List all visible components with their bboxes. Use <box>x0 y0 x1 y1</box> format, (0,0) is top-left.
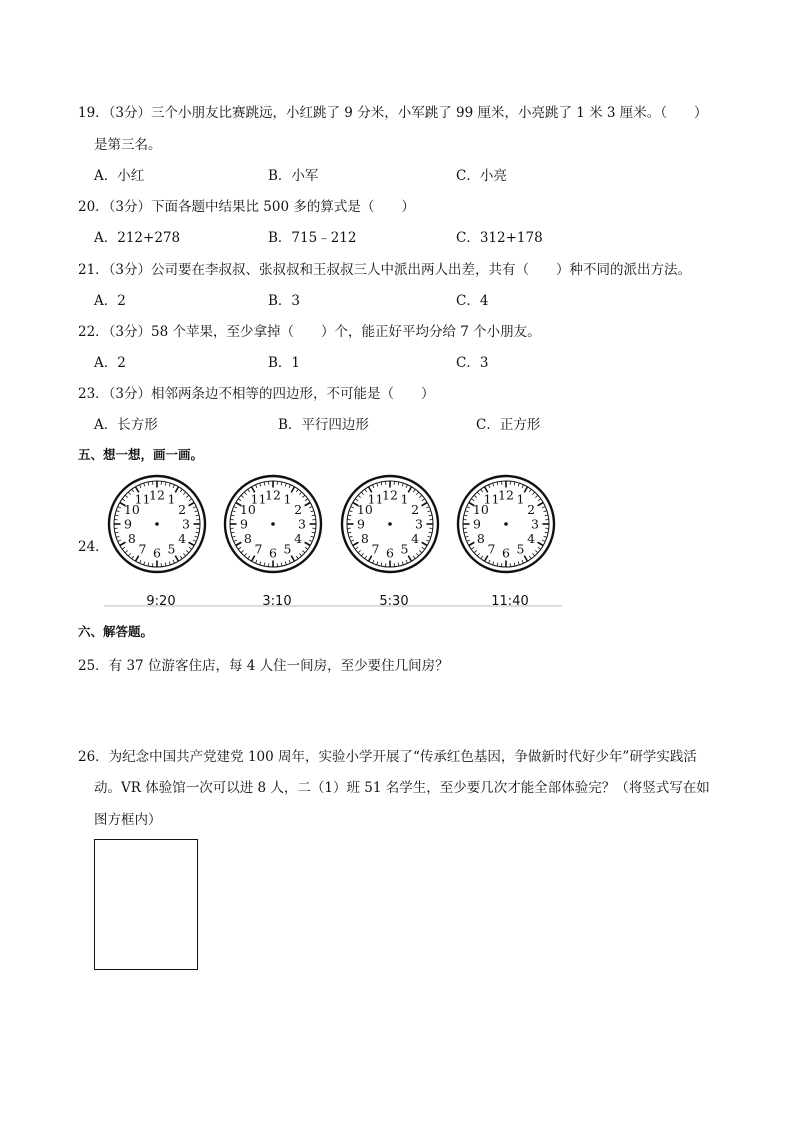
clock-number: 1 <box>400 491 409 507</box>
clock-number: 8 <box>476 531 485 546</box>
question-23-text: 23．（3分）相邻两条边不相等的四边形，不可能是（ ） <box>78 386 435 402</box>
question-26-text-end: 图方框内） <box>94 812 162 828</box>
clock-number: 6 <box>502 545 510 561</box>
clock-time-2: 3:10 <box>262 594 292 609</box>
clock-time-3: 5:30 <box>379 594 409 609</box>
q22-option-c[interactable]: C．3 <box>456 355 489 371</box>
clock-number: 10 <box>356 502 373 517</box>
clock-number: 11 <box>250 491 267 507</box>
clock-number: 2 <box>527 502 536 517</box>
clock-number: 2 <box>178 502 187 517</box>
q19-option-c[interactable]: C．小亮 <box>456 168 507 184</box>
clock-number: 3 <box>531 516 539 532</box>
clock-number: 12 <box>498 487 514 503</box>
clock-face <box>342 476 438 572</box>
clock-number: 3 <box>182 516 190 532</box>
clock-number: 1 <box>167 491 176 507</box>
q20-option-c[interactable]: C．312+178 <box>456 230 543 246</box>
q23-option-a[interactable]: A．长方形 <box>94 417 158 433</box>
clock-number: 12 <box>149 487 165 503</box>
clock-number: 10 <box>239 502 256 517</box>
clock-number: 3 <box>298 516 306 532</box>
clock-number: 1 <box>516 491 525 507</box>
clock-time-1: 9:20 <box>146 594 176 609</box>
clock-number: 10 <box>123 502 140 517</box>
clock-center-dot <box>155 522 159 526</box>
clock-number: 10 <box>472 502 489 517</box>
q23-option-b[interactable]: B．平行四边形 <box>278 417 369 433</box>
clock-number: 7 <box>254 541 263 557</box>
q21-option-a[interactable]: A．2 <box>94 293 126 309</box>
answer-box[interactable] <box>94 839 198 970</box>
question-24-label: 24． <box>78 539 109 555</box>
clock-number: 9 <box>124 516 132 532</box>
clock-number: 6 <box>269 545 277 561</box>
clock-number: 5 <box>516 541 525 557</box>
clock-number: 9 <box>473 516 481 532</box>
clock-face <box>109 476 205 572</box>
section-5-title: 五、想一想，画一画。 <box>78 447 204 462</box>
question-19-text-cont: 是第三名。 <box>94 137 162 153</box>
clock-number: 8 <box>127 531 136 546</box>
clock-number: 2 <box>294 502 303 517</box>
clock-number: 4 <box>178 531 187 546</box>
q20-option-b[interactable]: B．715﹣212 <box>268 230 357 246</box>
clock-number: 9 <box>357 516 365 532</box>
section-6-title: 六、解答题。 <box>78 624 154 639</box>
clock-number: 12 <box>382 487 398 503</box>
clock-time-4: 11:40 <box>491 594 529 609</box>
q21-option-c[interactable]: C．4 <box>456 293 489 309</box>
q22-option-a[interactable]: A．2 <box>94 355 126 371</box>
q19-option-b[interactable]: B．小军 <box>268 168 319 184</box>
q21-option-b[interactable]: B．3 <box>268 293 301 309</box>
clock-number: 8 <box>360 531 369 546</box>
clock-number: 11 <box>134 491 151 507</box>
clock-number: 2 <box>411 502 420 517</box>
clock-number: 5 <box>283 541 292 557</box>
q20-option-a[interactable]: A．212+278 <box>94 230 181 246</box>
question-19-text: 19．（3分）三个小朋友比赛跳远，小红跳了 9 分米，小军跳了 99 厘米，小亮跳了 1 米 3 厘米。（ ） <box>78 105 708 121</box>
question-21-text: 21．（3分）公司要在李叔叔、张叔叔和王叔叔三人中派出两人出差，共有（ ）种不同的派出方法。 <box>78 262 692 278</box>
question-26-text-cont: 动。VR 体验馆一次可以进 8 人，二（1）班 51 名学生，至少要几次才能全部体验完？（将竖式写在如 <box>94 780 710 796</box>
clock-number: 4 <box>411 531 420 546</box>
clock-number: 3 <box>415 516 423 532</box>
clock-number: 1 <box>283 491 292 507</box>
question-22-text: 22．（3分）58 个苹果，至少拿掉（ ）个，能正好平均分给 7 个小朋友。 <box>78 324 541 340</box>
clock-number: 11 <box>483 491 500 507</box>
clock-face <box>458 476 554 572</box>
clock-number: 6 <box>153 545 161 561</box>
clock-number: 4 <box>294 531 303 546</box>
question-20-text: 20．（3分）下面各题中结果比 500 多的算式是（ ） <box>78 199 415 215</box>
clock-number: 4 <box>527 531 536 546</box>
clock-center-dot <box>504 522 508 526</box>
clock-face <box>225 476 321 572</box>
question-25-text: 25．有 37 位游客住店，每 4 人住一间房，至少要住几间房？ <box>78 658 449 674</box>
clock-number: 11 <box>367 491 384 507</box>
clock-number: 7 <box>371 541 380 557</box>
question-26-text: 26．为纪念中国共产党建党 100 周年，实验小学开展了“传承红色基因，争做新时代好少年”研学实践活 <box>78 749 697 765</box>
q22-option-b[interactable]: B．1 <box>268 355 301 371</box>
clock-number: 8 <box>243 531 252 546</box>
clock-number: 9 <box>240 516 248 532</box>
clock-faces <box>104 474 562 608</box>
clock-number: 7 <box>138 541 147 557</box>
clock-number: 5 <box>167 541 176 557</box>
clock-number: 6 <box>386 545 394 561</box>
clock-number: 12 <box>265 487 281 503</box>
clock-center-dot <box>388 522 392 526</box>
clock-center-dot <box>271 522 275 526</box>
q19-option-a[interactable]: A．小红 <box>94 168 145 184</box>
clock-number: 7 <box>487 541 496 557</box>
clock-number: 5 <box>400 541 409 557</box>
q23-option-c[interactable]: C．正方形 <box>476 417 541 433</box>
